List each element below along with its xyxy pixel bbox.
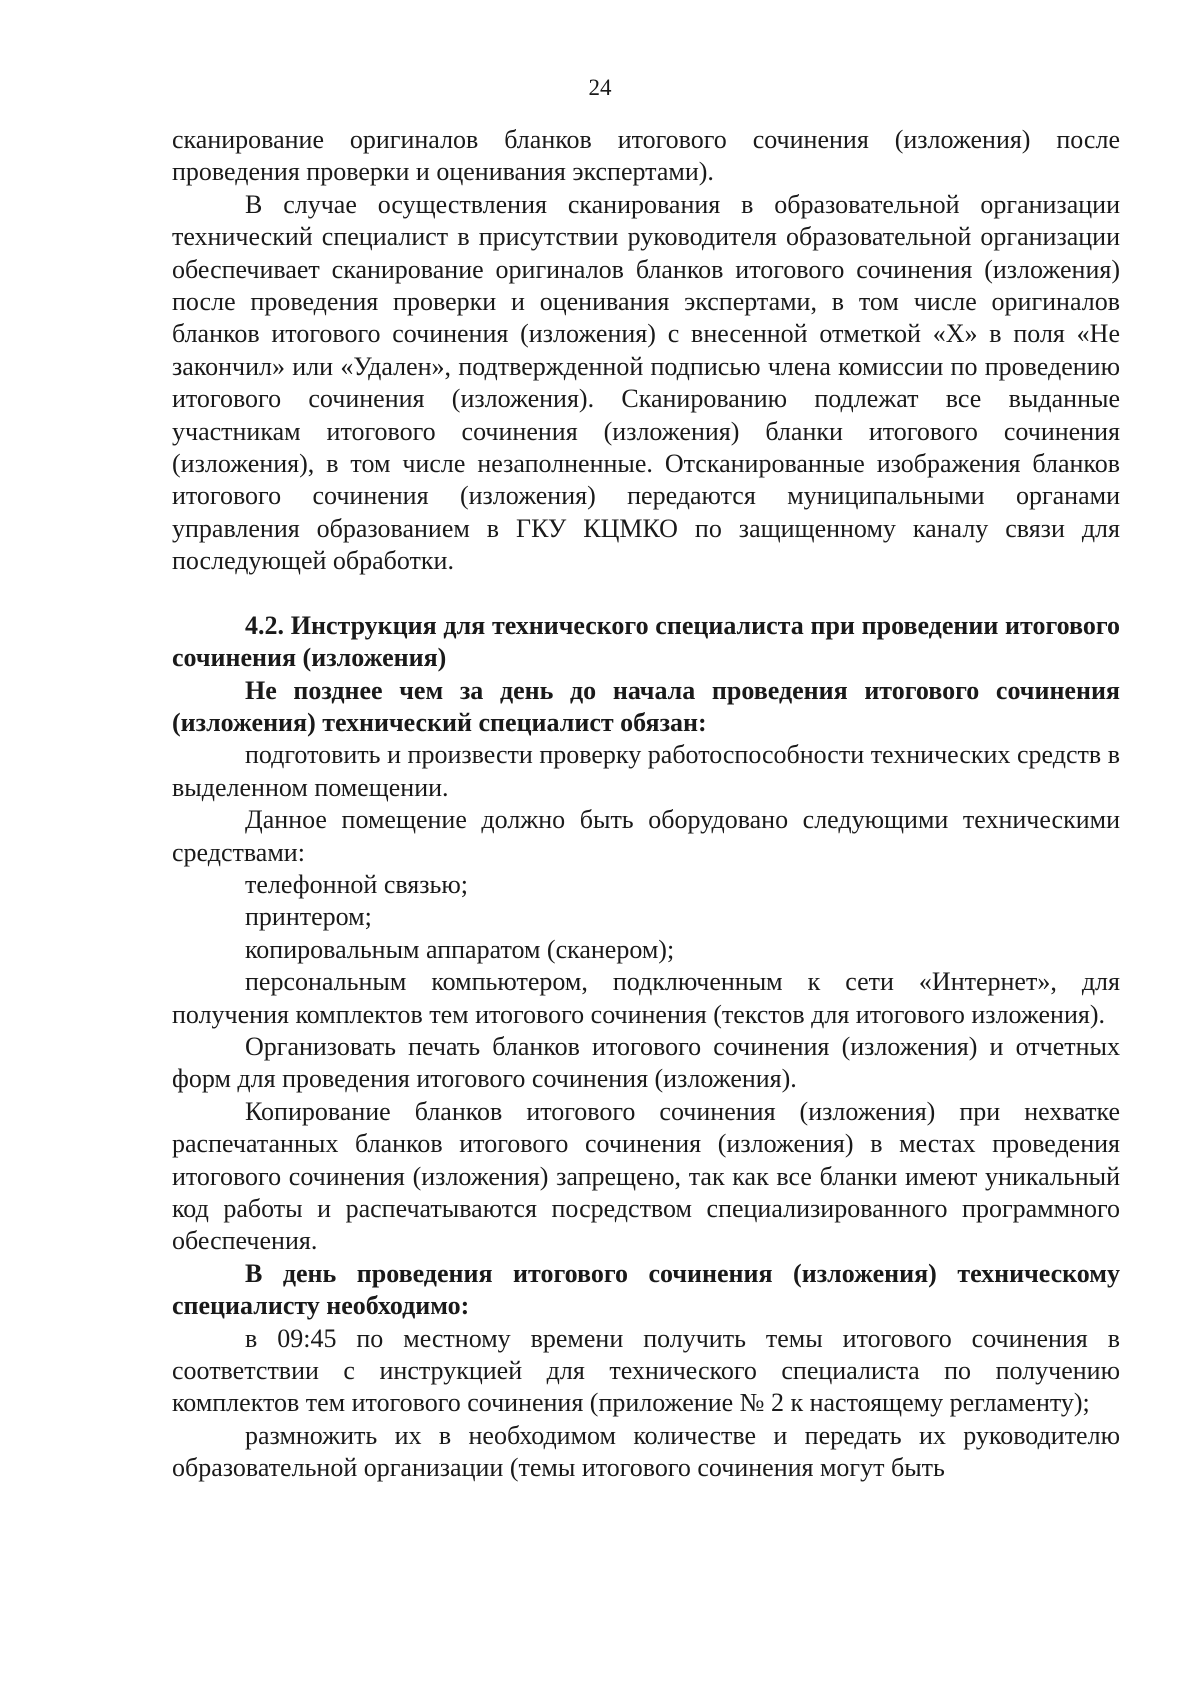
paragraph-prepare-equipment: подготовить и произвести проверку работоспособности технических средств в выделенном помещении. bbox=[172, 740, 1120, 802]
section-heading-4-2: 4.2. Инструкция для технического специалиста при проведении итогового сочинения (изложения) bbox=[172, 610, 1120, 673]
list-item-computer: персональным компьютером, подключенным к сети «Интернет», для получения комплектов тем итогового сочинения (текстов для итогового изложения). bbox=[172, 967, 1120, 1029]
page-number: 24 bbox=[588, 75, 612, 100]
document-body bbox=[172, 124, 1120, 1485]
list-item-telephone: телефонной связью; bbox=[245, 869, 469, 899]
paragraph-room-equipment: Данное помещение должно быть оборудовано следующими техническими средствами: bbox=[172, 805, 1120, 867]
paragraph-receive-topics: в 09:45 по местному времени получить темы итогового сочинения в соответствии с инструкцией для технического специалиста по получению комплектов тем итогового сочинения (приложение № 2 к настоящему регламенту); bbox=[172, 1323, 1120, 1418]
paragraph-copying-prohibited: Копирование бланков итогового сочинения (изложения) при нехватке распечатанных бланков итогового сочинения (изложения) в местах проведения итогового сочинения (изложения) запрещено, так как все бланки имеют уникальный код работы и распечатываются посредством специализированного программного обеспечения. bbox=[172, 1096, 1120, 1256]
paragraph-scanning-in-organization: В случае осуществления сканирования в образовательной организации технический специалист в присутствии руководителя образовательной организации обеспечивает сканирование оригиналов бланков итогового сочинения (изложения) после проведения проверки и оценивания экспертами, в том числе оригиналов бланков итогового сочинения (изложения) с внесенной отметкой «X» в поля «Не закончил» или «Удален», подтвержденной подписью члена комиссии по проведению итогового сочинения (изложения). Сканированию подлежат все выданные участникам итогового сочинения (изложения) бланки итогового сочинения (изложения), в том числе незаполненные. Отсканированные изображения бланков итогового сочинения (изложения) передаются муниципальными органами управления образованием в ГКУ КЦМКО по защищенному каналу связи для последующей обработки. bbox=[172, 189, 1120, 576]
list-item-copier: копировальным аппаратом (сканером); bbox=[245, 934, 675, 964]
subheading-day-before: Не позднее чем за день до начала проведения итогового сочинения (изложения) технический специалист обязан: bbox=[172, 675, 1120, 737]
paragraph-scan-originals-continuation: сканирование оригиналов бланков итогового сочинения (изложения) после проведения проверки и оценивания экспертами). bbox=[172, 125, 1120, 187]
paragraph-organize-printing: Организовать печать бланков итогового сочинения (изложения) и отчетных форм для проведения итогового сочинения (изложения). bbox=[172, 1031, 1120, 1094]
list-item-printer: принтером; bbox=[245, 902, 372, 932]
subheading-exam-day: В день проведения итогового сочинения (изложения) техническому специалисту необходимо: bbox=[172, 1258, 1120, 1321]
paragraph-copy-topics: размножить их в необходимом количестве и передать их руководителю образовательной организации (темы итогового сочинения могут быть bbox=[172, 1420, 1120, 1483]
